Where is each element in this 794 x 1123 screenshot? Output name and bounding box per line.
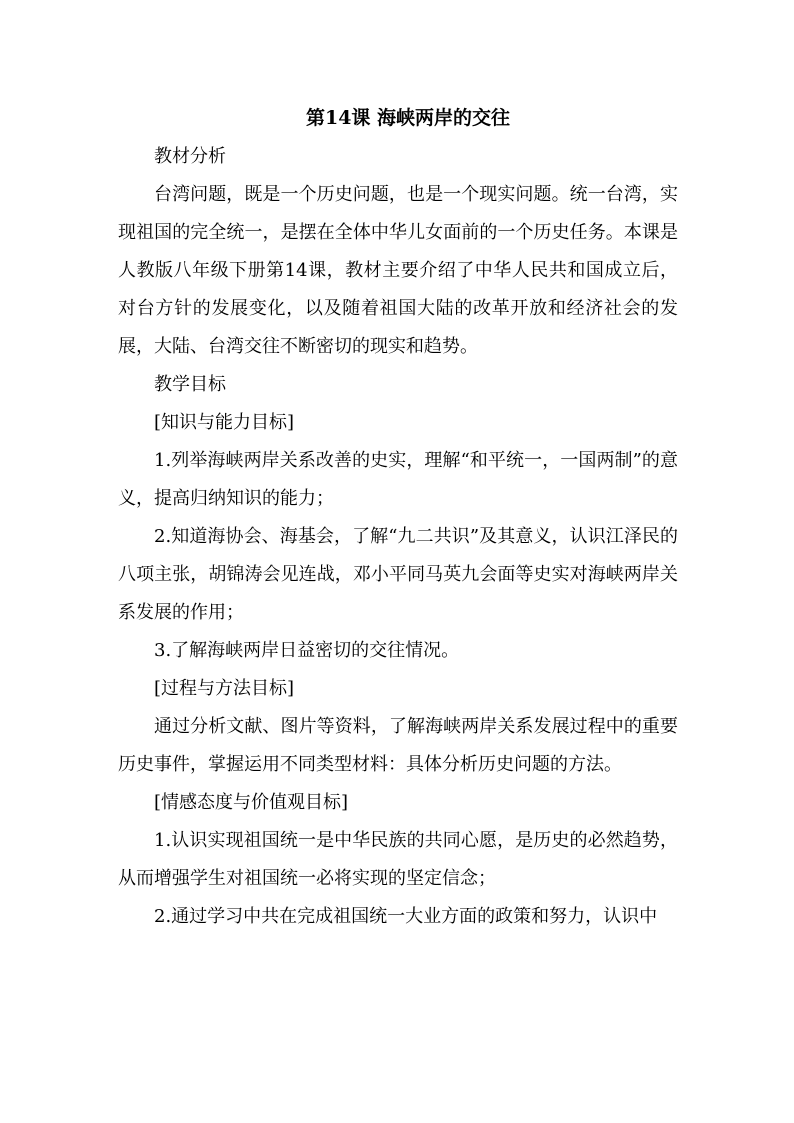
knowledge-item-3: 3.了解海峡两岸日益密切的交往情况。 [154, 640, 460, 661]
paragraph-process-method: 通过分析文献、图片等资料，了解海峡两岸关系发展过程中的重要历史事件，掌握运用不同类型材料：具体分析历史问题的方法。 [118, 716, 678, 775]
section-heading-textbook-analysis: 教材分析 [154, 146, 226, 167]
document-body [118, 98, 678, 936]
subheading-knowledge-ability: [知识与能力目标] [154, 412, 295, 433]
subheading-emotion-values: [情感态度与价值观目标] [154, 792, 349, 813]
emotion-item-1: 1.认识实现祖国统一是中华民族的共同心愿，是历史的必然趋势，从而增强学生对祖国统一必将实现的坚定信念； [118, 830, 678, 889]
knowledge-item-1: 1.列举海峡两岸关系改善的史实，理解“和平统一，一国两制”的意义，提高归纳知识的能力； [118, 450, 678, 509]
paragraph-textbook-analysis: 台湾问题，既是一个历史问题，也是一个现实问题。统一台湾，实现祖国的完全统一，是摆在全体中华儿女面前的一个历史任务。本课是人教版八年级下册第14课，教材主要介绍了中华人民共和国成立后，对台方针的发展变化，以及随着祖国大陆的改革开放和经济社会的发展，大陆、台湾交往不断密切的现实和趋势。 [118, 184, 678, 357]
subheading-process-method: [过程与方法目标] [154, 678, 295, 699]
emotion-item-2: 2.通过学习中共在完成祖国统一大业方面的政策和努力，认识中 [154, 906, 658, 927]
section-heading-teaching-goals: 教学目标 [154, 374, 226, 395]
page-title: 第14课 海峡两岸的交往 [305, 107, 511, 129]
knowledge-item-2: 2.知道海协会、海基会，了解“九二共识”及其意义，认识江泽民的八项主张，胡锦涛会见连战，邓小平同马英九会面等史实对海峡两岸关系发展的作用； [118, 526, 678, 623]
